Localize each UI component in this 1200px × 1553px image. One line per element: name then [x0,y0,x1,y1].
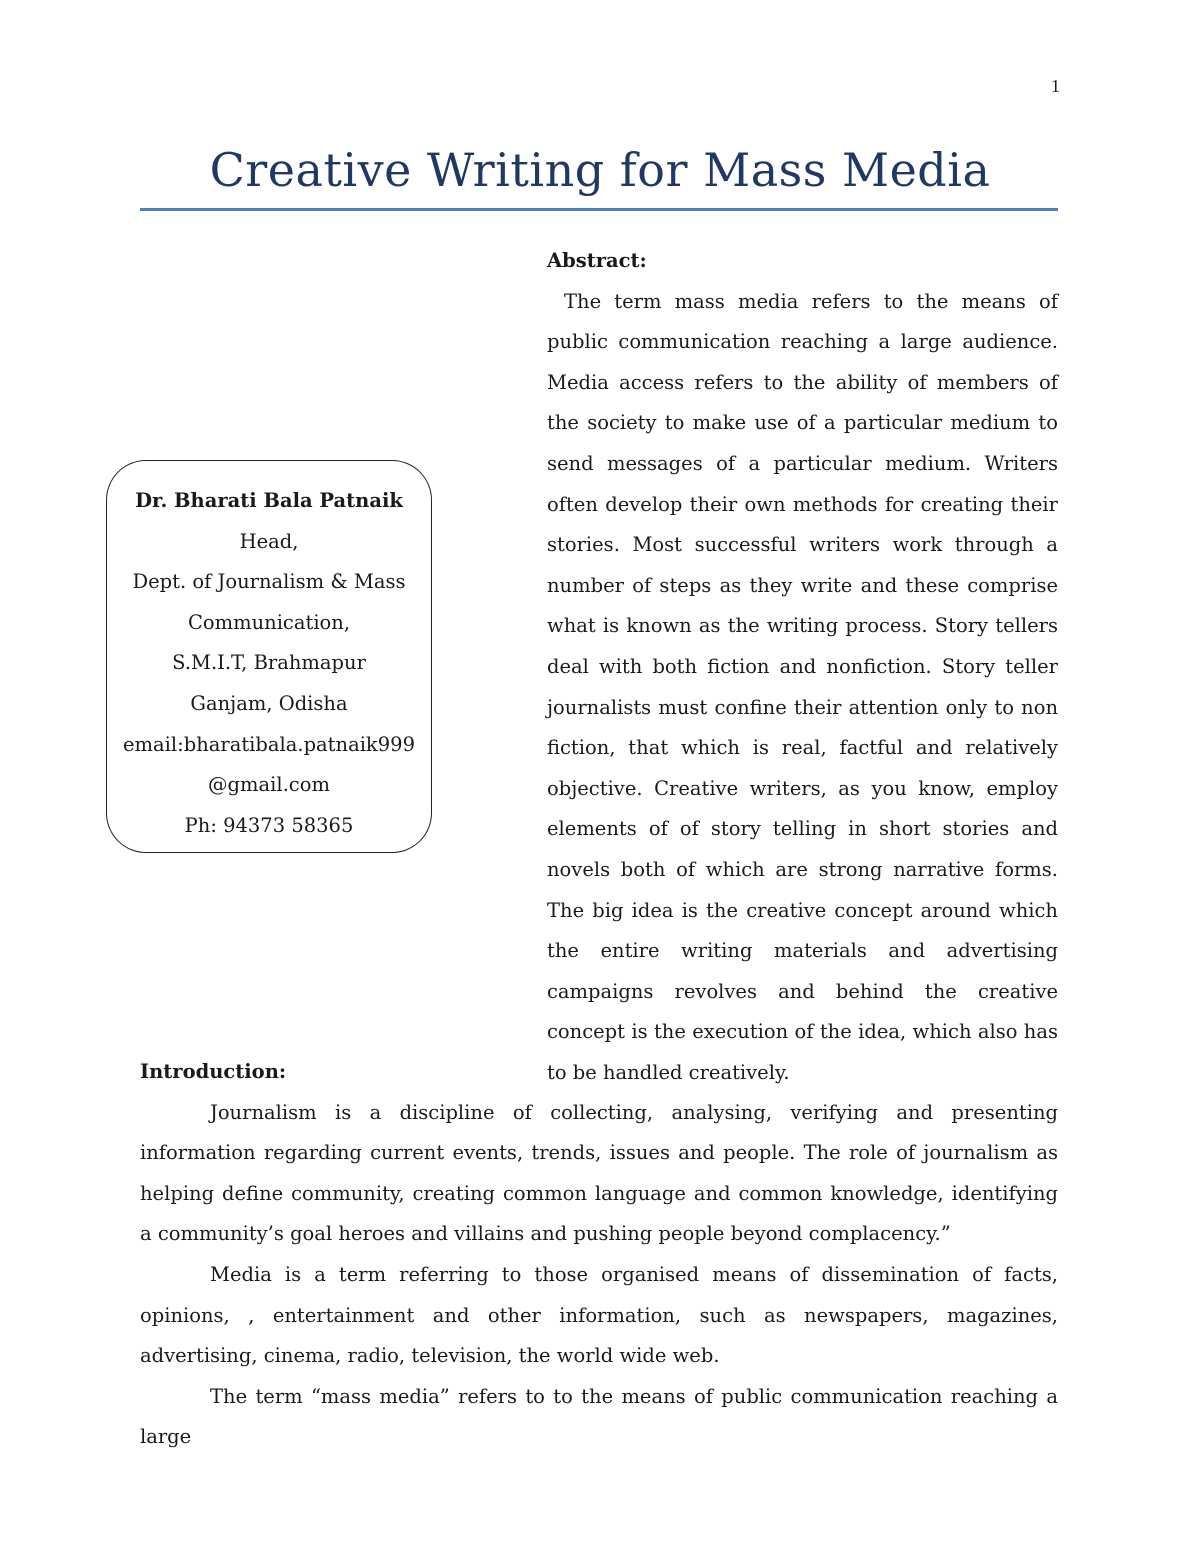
author-phone: Ph: 94373 58365 [184,813,354,837]
author-email-line2: @gmail.com [208,773,330,797]
author-department-line2: Communication, [187,610,351,634]
page-number: 1 [1051,76,1060,96]
introduction-paragraph: Journalism is a discipline of collecting, analysing, verifying and presenting information regarding current events, trends, issues and people. The role of journalism as helping define community, creating common language and common knowledge, identifying a community’s goal heroes and villains and pushing people beyond complacency.” [140,1100,1058,1246]
introduction-paragraph: Media is a term referring to those organised means of dissemination of facts, opinions, , entertainment and other information, such as newspapers, magazines, advertising, cinema, radio, television, the world wide web. [140,1262,1058,1368]
author-department-line1: Dept. of Journalism & Mass [132,570,406,594]
author-location: Ganjam, Odisha [190,691,348,715]
author-designation: Head, [239,529,299,553]
introduction-paragraph: The term “mass media” refers to to the means of public communication reaching a large [140,1384,1058,1449]
author-info-box [106,460,432,853]
introduction-section [140,1052,1058,1458]
abstract-body: The term mass media refers to the means of public communication reaching a large audience. Media access refers to the ability of members of the society to make use of a particular medium to send messages of a particular medium. Writers often develop their own methods for creating their stories. Most successful writers work through a number of steps as they write and these comprise what is known as the writing process. Story tellers deal with both fiction and nonfiction. Story teller journalists must confine their attention only to non fiction, that which is real, factful and relatively objective. Creative writers, as you know, employ elements of of story telling in short stories and novels both of which are strong narrative forms. The big idea is the creative concept around which the entire writing materials and advertising campaigns revolves and behind the creative concept is the execution of the idea, which also has to be handled creatively. [547,289,1058,1084]
author-email-line1: email:bharatibala.patnaik999 [123,732,415,756]
abstract-section [547,241,1058,1093]
abstract-heading: Abstract: [547,249,647,272]
introduction-heading: Introduction: [140,1060,287,1083]
author-institution: S.M.I.T, Brahmapur [172,651,366,675]
title-underline [140,208,1058,211]
document-title: Creative Writing for Mass Media [209,143,991,197]
author-name: Dr. Bharati Bala Patnaik [135,489,403,512]
